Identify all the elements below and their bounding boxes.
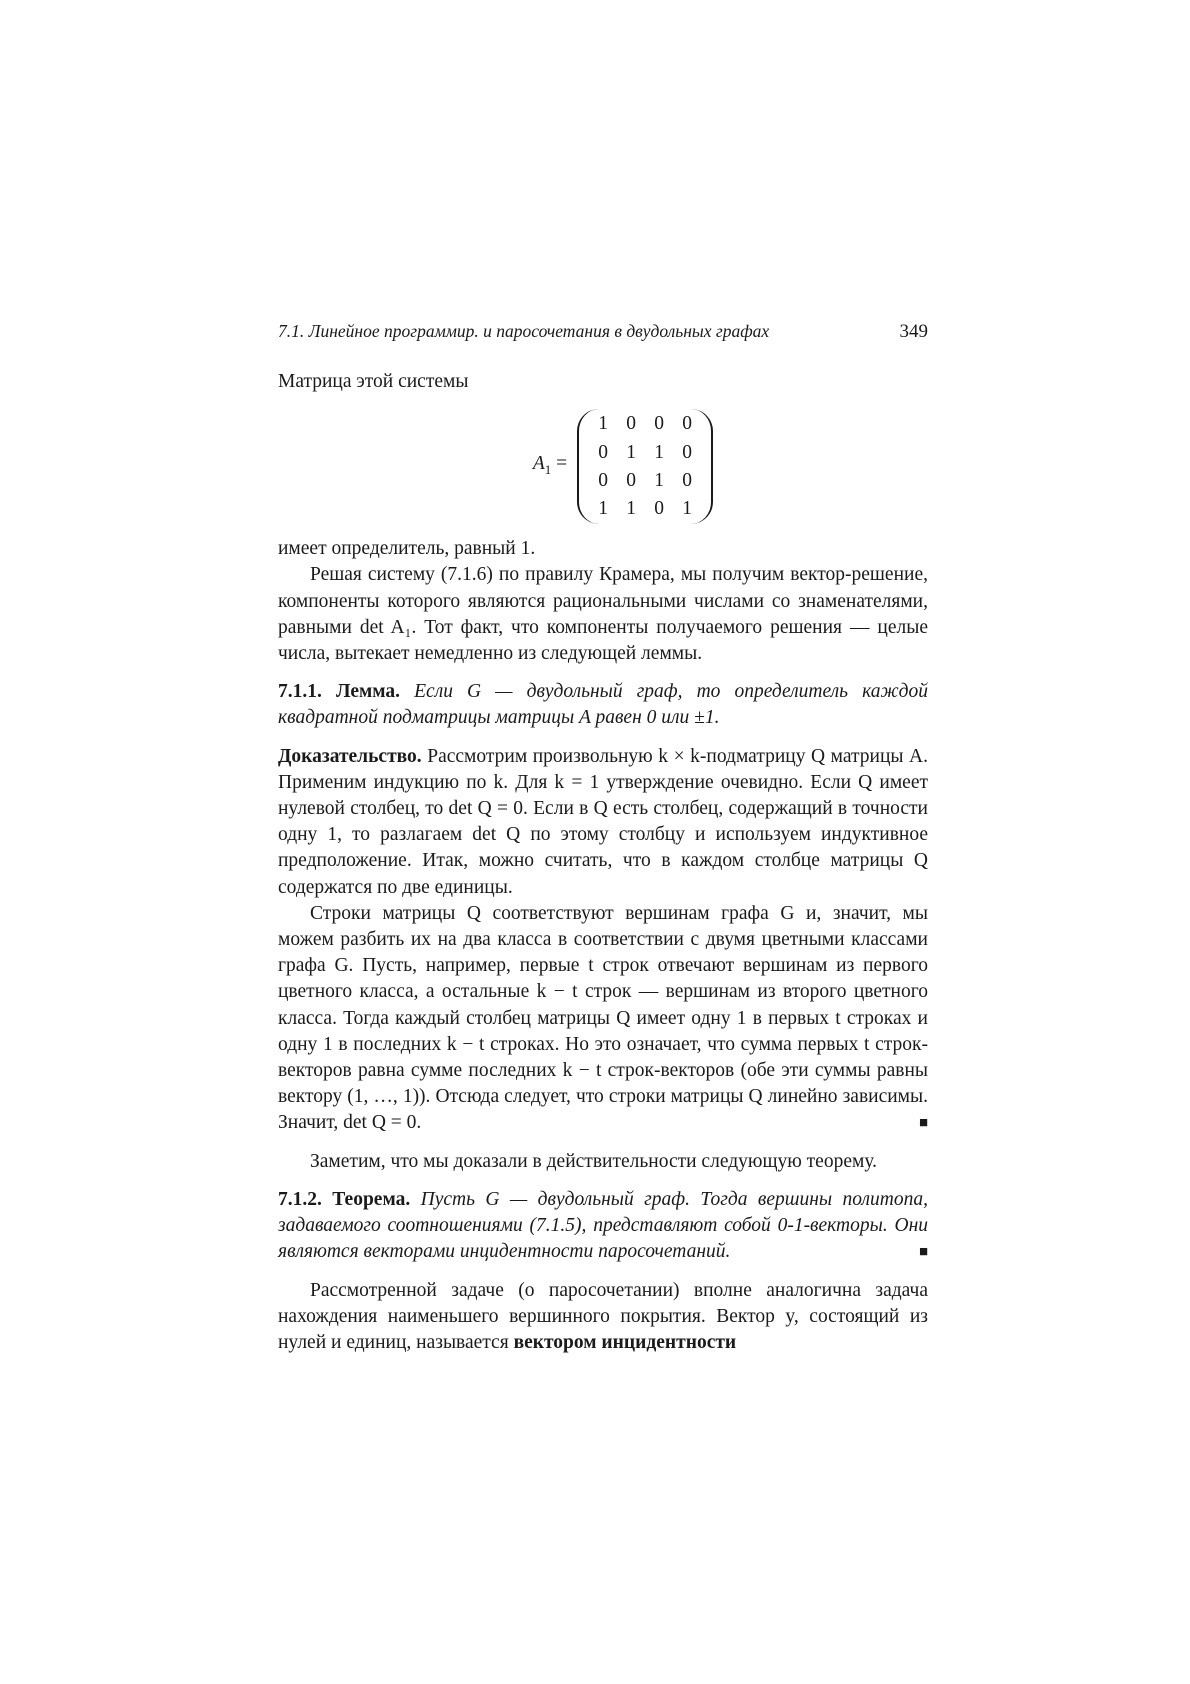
- final-paragraph: [278, 1278, 928, 1357]
- matrix-cell: 0: [598, 441, 609, 463]
- matrix-cell: 0: [654, 413, 665, 435]
- proof-text-2: Строки матрицы Q соответствуют вершинам графа G и, значит, мы можем разбить их на два класса в соответствии с двумя цветными классами графа G. Пусть, например, первые t строк отвечают вершинам из первого цветного класса, а остальные k − t строк — вершинам из второго цветного класса. Тогда каждый столбец матрицы Q имеет одну 1 в первых t строках и одну 1 в последних k − t строках. Но это означает, что сумма первых t строк-векторов равна сумме последних k − t строк-векторов (обе эти суммы равны вектору (1, …, 1)). Отсюда следует, что строки матрицы Q линейно зависимы. Значит, det Q = 0.: [278, 902, 928, 1134]
- matrix-cell: 1: [654, 469, 665, 491]
- matrix-cell: 0: [682, 441, 693, 463]
- proof-heading: Доказательство.: [278, 745, 422, 767]
- final-bold-term: вектором инцидентности: [513, 1331, 737, 1353]
- matrix-grid: [577, 409, 713, 524]
- matrix-cell: 0: [626, 469, 637, 491]
- matrix-cell: 0: [626, 413, 637, 435]
- lemma: [278, 679, 928, 731]
- proof-text-1: Рассмотрим произвольную k × k-подматрицу Q матрицы A. Применим индукцию по k. Для k = 1 утверждение очевидно. Если Q имеет нулевой столбец, то det Q = 0. Если в Q есть столбец, содержащий в точности одну 1, то разлагаем det Q по этому столбцу и используем индуктивное предположение. Итак, можно считать, что в каждом столбце матрицы Q содержатся по две единицы.: [278, 745, 928, 898]
- matrix-cell: 1: [626, 441, 637, 463]
- running-head-title: 7.1. Линейное программир. и паросочетания в двудольных графах: [278, 321, 770, 341]
- page-number: 349: [899, 321, 928, 342]
- running-head: [278, 318, 928, 345]
- after-matrix: имеет определитель, равный 1.: [278, 538, 536, 560]
- theorem-end-mark: ■: [918, 1244, 928, 1261]
- theorem-text: Пусть G — двудольный граф. Тогда вершины политопа, задаваемого соотношениями (7.1.5), представляют собой 0-1-векторы. Они являются векторами инцидентности паросочетаний.: [278, 1188, 929, 1263]
- matrix-cell: 0: [654, 498, 665, 520]
- final-text: Рассмотренной задаче (о паросочетании) вполне аналогична задача нахождения наименьшего вершинного покрытия. Вектор y, состоящий из нулей и единиц, называется: [278, 1279, 928, 1353]
- proof-paragraph-1: [278, 744, 928, 901]
- matrix-cell: 0: [682, 413, 693, 435]
- matrix-cell: 1: [654, 441, 665, 463]
- matrix-equation: [278, 409, 928, 524]
- theorem: [278, 1187, 928, 1266]
- proof-end-mark: ■: [918, 1115, 928, 1132]
- matrix-cell: 1: [598, 413, 609, 435]
- matrix-cell: 1: [598, 498, 609, 520]
- lemma-text: Если G — двудольный граф, то определитель каждой квадратной подматрицы матрицы A равен 0 или ±1.: [278, 681, 929, 729]
- remark: Заметим, что мы доказали в действительности следующую теорему.: [310, 1150, 878, 1172]
- paragraph-cramer: Решая систему (7.1.6) по правилу Крамера, мы получим вектор-решение, компоненты которого являются рациональными числами со знаменателями, равными det A₁. Тот факт, что компоненты получаемого решения — целые числа, вытекает немедленно из следующей леммы.: [278, 564, 928, 665]
- proof-paragraph-2: [278, 901, 928, 1137]
- page-content: [278, 318, 928, 1356]
- matrix-cell: 0: [682, 469, 693, 491]
- intro-line: Матрица этой системы: [278, 371, 469, 393]
- matrix-cell: 1: [682, 498, 693, 520]
- matrix-cell: 0: [598, 469, 609, 491]
- matrix-cell: 1: [626, 498, 637, 520]
- matrix-name: $A_1$ =: [532, 452, 568, 477]
- lemma-heading: 7.1.1. Лемма.: [278, 681, 401, 703]
- theorem-heading: 7.1.2. Теорема.: [278, 1188, 411, 1210]
